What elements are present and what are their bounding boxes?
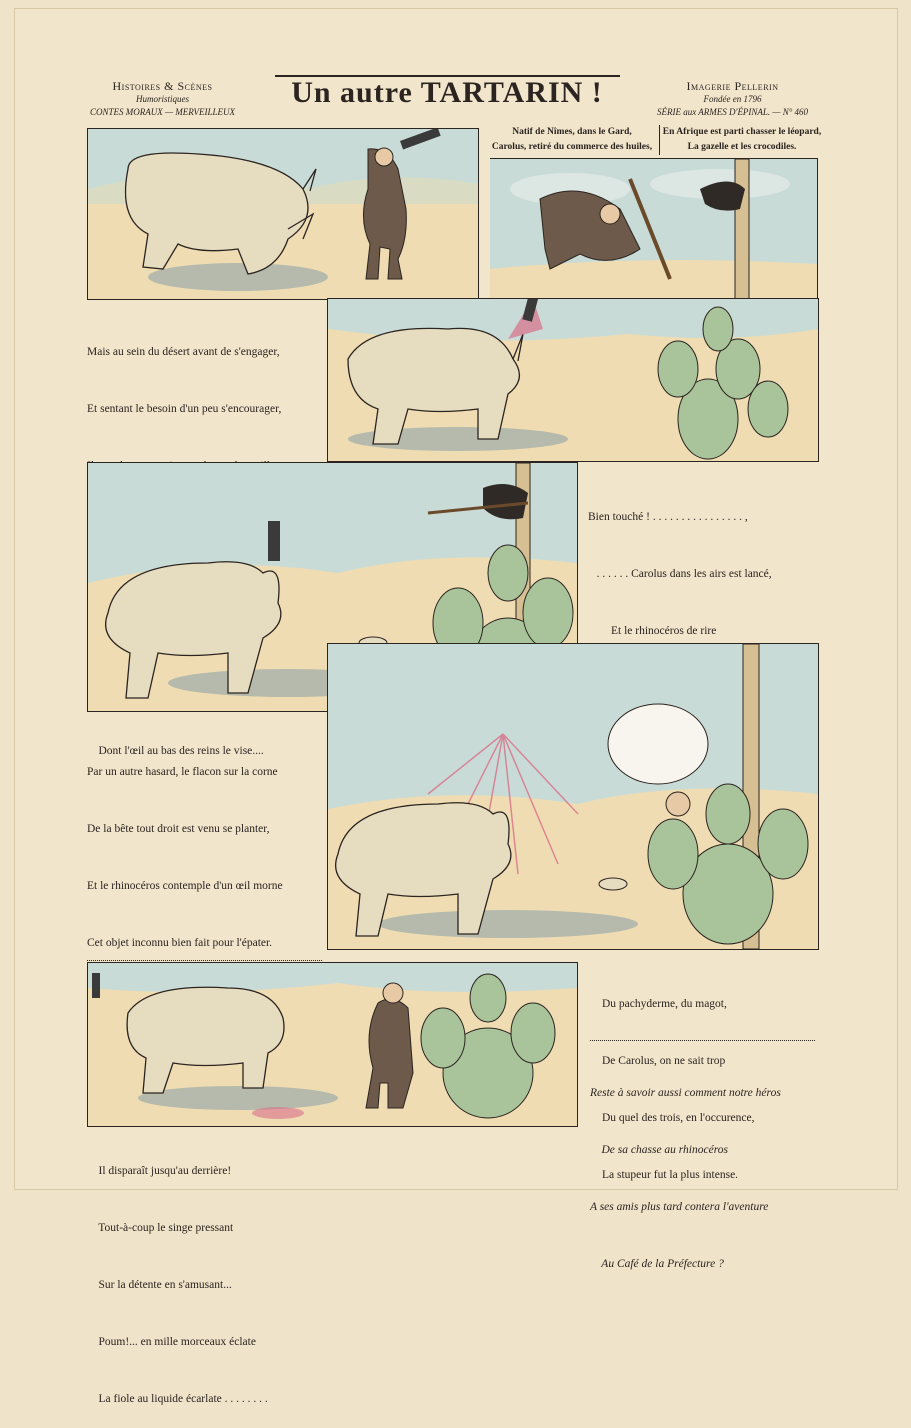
verse-line: Du quel des trois, en l'occurence, <box>602 1112 755 1124</box>
verse-line: Il disparaît jusqu'au derrière! <box>87 1165 232 1177</box>
verse-line: Reste à savoir aussi comment notre héros <box>590 1087 781 1099</box>
verse-line: . . . . . . Carolus dans les airs est lancé, <box>588 568 772 580</box>
panel-1-drawing <box>88 129 478 299</box>
caption-line: En Afrique est parti chasser le léopard, <box>662 127 822 137</box>
verse-line: La fiole au liquide écarlate . . . . . . . . <box>87 1393 268 1405</box>
panel-1-illustration <box>87 128 479 300</box>
panel-2-illustration <box>490 158 818 299</box>
verse-line: Bien touché ! . . . . . . . . . . . . . . . . , <box>588 511 748 523</box>
verse-line: Et le rhinocéros contemple d'un œil morne <box>87 880 283 892</box>
caption-divider <box>659 125 660 155</box>
publisher-name: Imagerie Pellerin <box>686 79 779 93</box>
verse-line: Tout-à-coup le singe pressant <box>87 1222 234 1234</box>
verse-block-5 <box>590 1046 781 1293</box>
series-subtitle: Humoristiques <box>135 94 189 104</box>
verse-line: Cet objet inconnu bien fait pour l'épater. <box>87 937 273 949</box>
panel-5-illustration <box>327 643 819 950</box>
panel-6-illustration <box>87 962 578 1127</box>
verse-line: De la bête tout droit est venu se planter, <box>87 823 270 835</box>
verse-line: Sur la détente en s'amusant... <box>87 1279 232 1291</box>
page-title: Un autre TARTARIN ! <box>291 76 603 109</box>
verse-line: Et sentant le besoin d'un peu s'encourager, <box>87 403 282 415</box>
caption-line: Carolus, retiré du commerce des huiles, <box>491 142 653 152</box>
verse-line: A ses amis plus tard contera l'aventure <box>590 1201 769 1213</box>
verse-line: Et le rhinocéros de rire <box>588 625 717 637</box>
verse-line: De sa chasse au rhinocéros <box>590 1144 728 1156</box>
panel-5-drawing <box>328 644 818 949</box>
verse-line: Mais au sein du désert avant de s'engager, <box>87 346 280 358</box>
verse-line: Au Café de la Préfecture ? <box>590 1258 724 1270</box>
verse-line: Poum!... en mille morceaux éclate <box>87 1336 256 1348</box>
caption-top-middle <box>486 125 658 155</box>
caption-top-right <box>662 125 822 155</box>
caption-line: Natif de Nîmes, dans le Gard, <box>512 127 632 137</box>
panel-3-illustration <box>327 298 819 462</box>
dotted-separator <box>87 960 322 961</box>
verse-line: De Carolus, on ne sait trop <box>602 1055 726 1067</box>
verse-line: Par un autre hasard, le flacon sur la corne <box>87 766 278 778</box>
publisher-founded: Fondée en 1796 <box>703 94 762 104</box>
panel-3-drawing <box>328 299 818 461</box>
series-number: SÉRIE aux ARMES D'ÉPINAL. — N° 460 <box>656 107 809 117</box>
dotted-separator <box>590 1040 815 1041</box>
panel-6-drawing <box>88 963 577 1126</box>
header-left <box>80 80 245 119</box>
series-genre: CONTES MORAUX — MERVEILLEUX <box>89 107 236 117</box>
caption-line: La gazelle et les crocodiles. <box>687 142 797 152</box>
verse-line: La stupeur fut la plus intense. <box>602 1169 739 1181</box>
series-title: Histoires & Scènes <box>112 79 213 93</box>
verse-line: Dont l'œil au bas des reins le vise.... <box>87 745 264 757</box>
header-right <box>645 80 820 119</box>
verse-line: Du pachyderme, du magot, <box>602 998 727 1010</box>
panel-2-drawing <box>490 159 817 299</box>
